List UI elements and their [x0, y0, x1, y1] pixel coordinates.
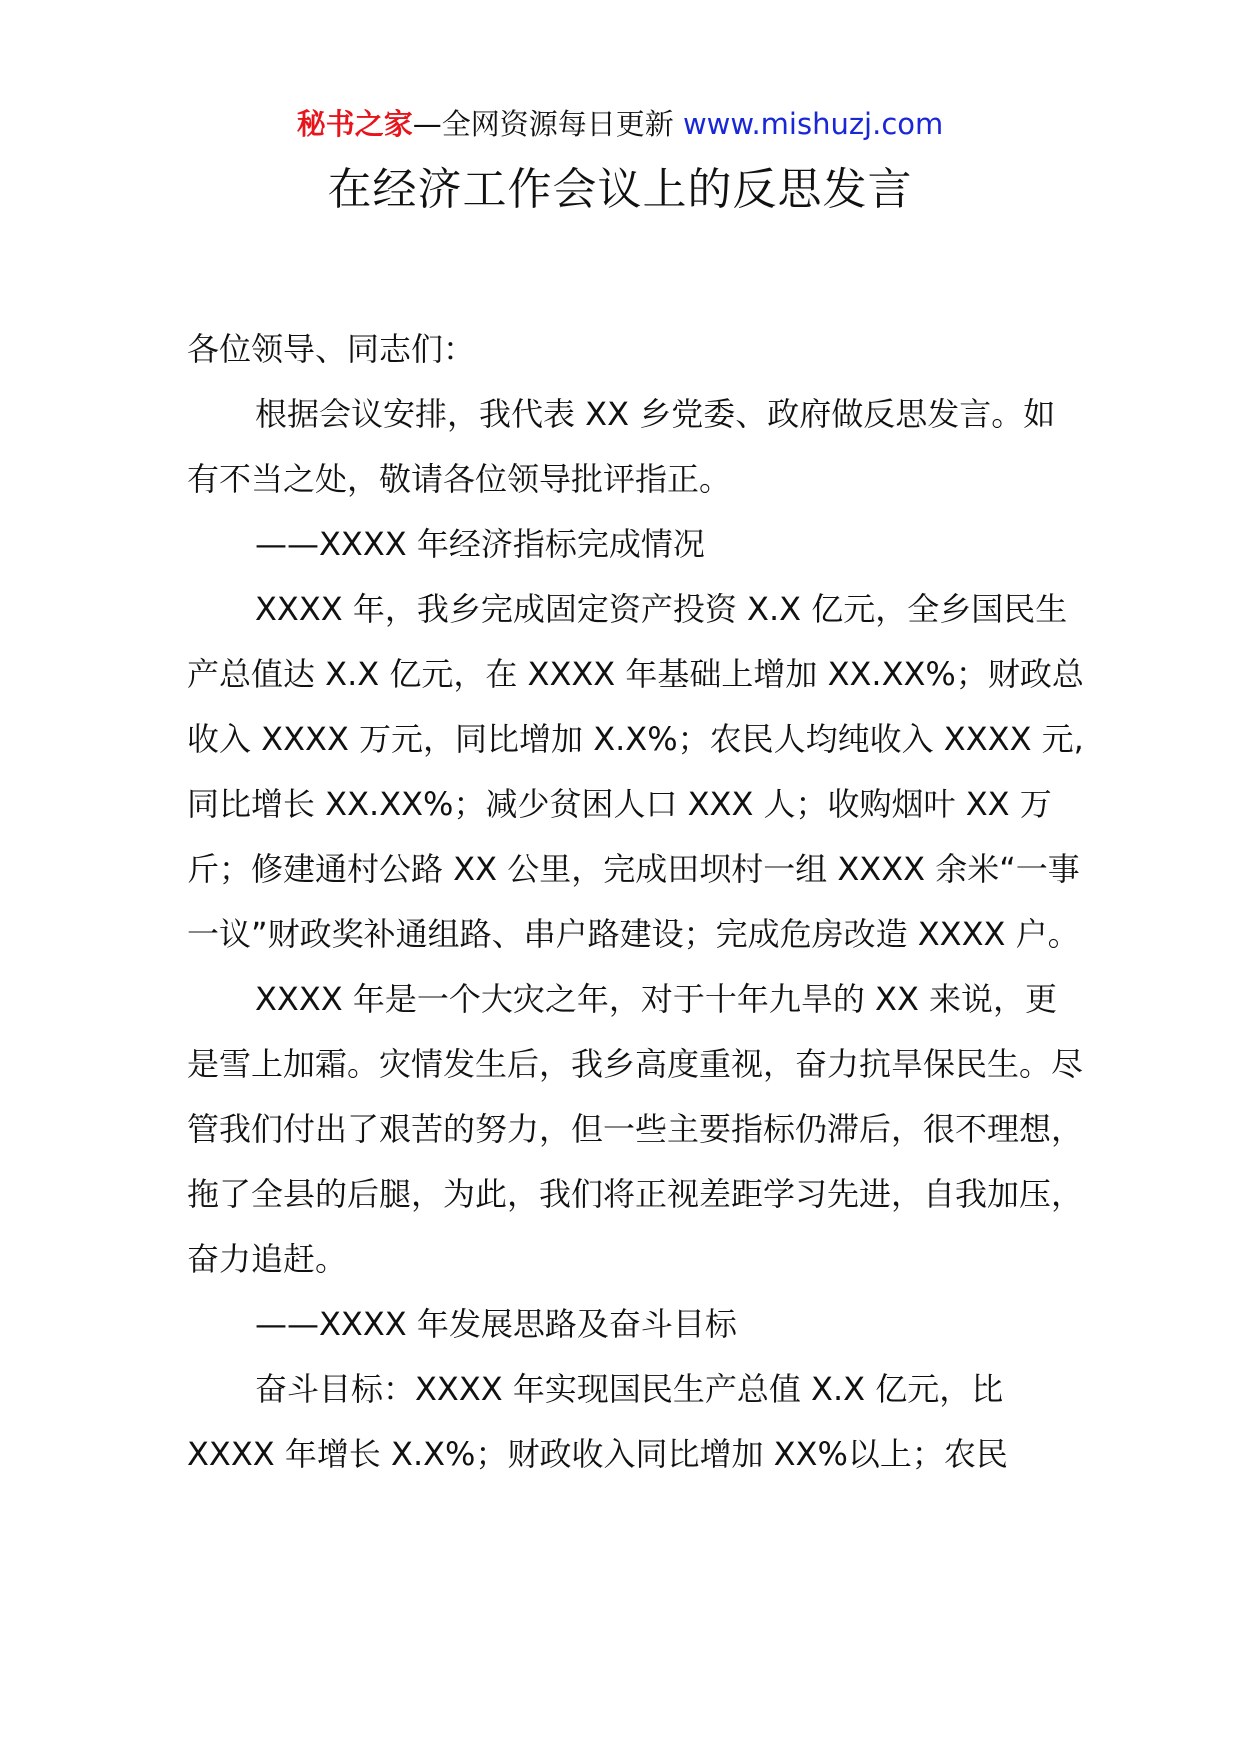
banner-tagline: —全网资源每日更新 — [412, 107, 674, 141]
paragraph-intro: 根据会议安排，我代表 XX 乡党委、政府做反思发言。如有不当之处，敬请各位领导批评指正。 — [187, 395, 1056, 498]
salutation: 各位领导、同志们： — [187, 330, 476, 368]
document-body — [187, 317, 1087, 1487]
site-banner — [0, 104, 1240, 144]
paragraph-disaster: XXXX 年是一个大灾之年，对于十年九旱的 XX 来说，更是雪上加霜。灾情发生后，我乡高度重视，奋力抗旱保民生。尽管我们付出了艰苦的努力，但一些主要指标仍滞后，很不理想，拖了全县的后腿，为此，我们将正视差距学习先进，自我加压，奋力追赶。 — [187, 980, 1084, 1278]
document-title: 在经济工作会议上的反思发言 — [327, 164, 913, 215]
section-heading-indicators: ——XXXX 年经济指标完成情况 — [255, 525, 705, 563]
paragraph-goals: 奋斗目标：XXXX 年实现国民生产总值 X.X 亿元，比 XXXX 年增长 X.X%；财政收入同比增加 XX%以上；农民 — [187, 1370, 1008, 1473]
paragraph-indicators: XXXX 年，我乡完成固定资产投资 X.X 亿元，全乡国民生产总值达 X.X 亿元，在 XXXX 年基础上增加 XX.XX%；财政总收入 XXXX 万元，同比增加 X.X%；农民人均纯收入 XXXX 元,同比增长 XX.XX%；减少贫困人口 XXX 人；收购烟叶 XX 万斤；修建通村公路 XX 公里，完成田坝村一组 XXXX 余米“一事一议”财政奖补通组路、串户路建设；完成危房改造 XXXX 户。 — [187, 590, 1084, 953]
section-heading-goals: ——XXXX 年发展思路及奋斗目标 — [255, 1305, 737, 1343]
site-url-link[interactable]: www.mishuzj.com — [682, 107, 944, 141]
brand-name: 秘书之家 — [296, 107, 413, 141]
